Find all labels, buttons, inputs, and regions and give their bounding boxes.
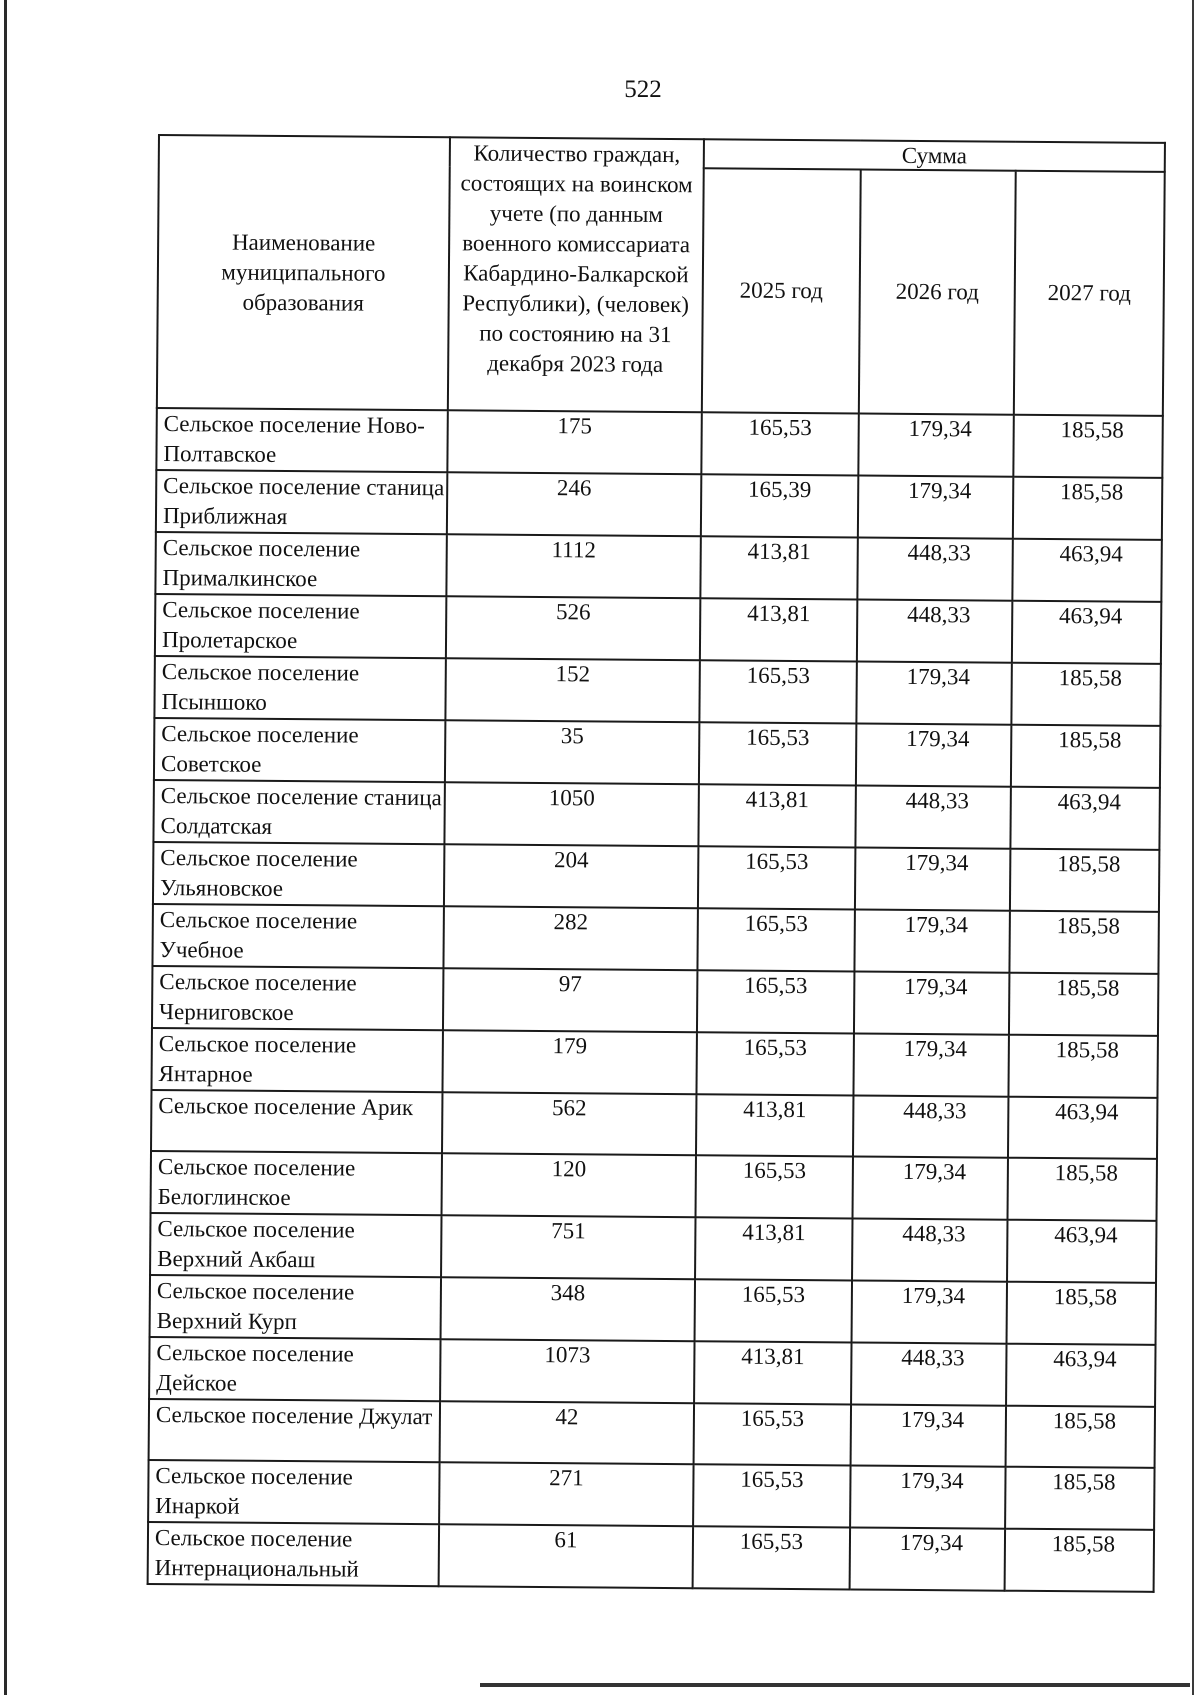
municipality-name: Сельское поселение Ульяновское [153, 842, 444, 906]
registered-count: 562 [442, 1092, 696, 1155]
registered-count: 751 [441, 1215, 695, 1279]
sum-2027: 185,58 [1005, 1529, 1154, 1592]
sum-2025: 413,81 [695, 1217, 852, 1280]
sum-2027: 185,58 [1011, 663, 1160, 726]
sum-2026: 179,34 [855, 847, 1010, 910]
sum-2025: 165,53 [695, 1279, 852, 1342]
sum-2027: 463,94 [1006, 1344, 1155, 1407]
municipality-name: Сельское поселение Псыншоко [154, 656, 445, 720]
registered-count: 1112 [446, 534, 700, 598]
municipality-name: Сельское поселение Советское [154, 718, 445, 782]
municipality-name: Сельское поселение Черниговское [152, 966, 443, 1030]
allocation-table [147, 134, 1166, 1593]
registered-count: 120 [442, 1153, 696, 1217]
sum-2026: 448,33 [857, 600, 1012, 663]
sum-2027: 185,58 [1011, 725, 1160, 788]
sum-2025: 165,53 [699, 660, 856, 723]
municipality-name: Сельское поселение Верхний Курп [150, 1275, 441, 1339]
municipality-name: Сельское поселение Учебное [152, 904, 443, 968]
table-row [154, 718, 1160, 788]
registered-count: 282 [443, 906, 697, 970]
sum-2027: 185,58 [1010, 849, 1159, 912]
header-year-2026: 2026 год [859, 170, 1016, 415]
sum-2027: 185,58 [1009, 973, 1158, 1036]
municipality-name: Сельское поселение станица Приближная [156, 470, 447, 534]
municipality-name: Сельское поселение Инаркой [148, 1460, 439, 1524]
sum-2027: 185,58 [1008, 1035, 1157, 1098]
table-row [154, 656, 1160, 726]
registered-count: 152 [445, 658, 699, 722]
municipality-name: Сельское поселение станица Солдатская [153, 780, 444, 844]
sum-2027: 185,58 [1013, 477, 1162, 540]
table-row [148, 1460, 1154, 1530]
sum-2026: 179,34 [854, 909, 1009, 972]
header-year-2025: 2025 год [702, 168, 861, 413]
registered-count: 526 [446, 596, 700, 660]
sum-2026: 179,34 [856, 724, 1011, 787]
table-row [149, 1337, 1155, 1407]
scan-border-bottom [480, 1683, 1190, 1687]
registered-count: 175 [447, 410, 701, 474]
municipality-name: Сельское поселение Верхний Акбаш [150, 1213, 441, 1277]
sum-2025: 165,53 [697, 908, 854, 971]
sum-2025: 165,53 [697, 970, 854, 1033]
sum-2025: 413,81 [700, 536, 857, 599]
registered-count: 97 [443, 968, 697, 1032]
municipality-name: Сельское поселение Дейское [149, 1337, 440, 1401]
registered-count: 1073 [440, 1339, 694, 1403]
sum-2025: 413,81 [698, 784, 855, 847]
sum-2026: 179,34 [850, 1465, 1005, 1528]
header-municipality: Наименование муниципального образования [157, 135, 450, 410]
header-year-2027: 2027 год [1014, 171, 1165, 416]
header-sum: Сумма [704, 139, 1165, 172]
page-number: 522 [624, 76, 662, 103]
sum-2026: 179,34 [851, 1404, 1006, 1466]
document-sheet [147, 134, 1164, 1593]
sum-2025: 165,53 [693, 1464, 850, 1527]
registered-count: 42 [440, 1401, 694, 1464]
municipality-name: Сельское поселение Пролетарское [155, 594, 446, 658]
registered-count: 348 [441, 1277, 695, 1341]
sum-2027: 463,94 [1012, 539, 1161, 602]
table-row [151, 1151, 1157, 1221]
municipality-name: Сельское поселение Янтарное [151, 1028, 442, 1092]
sum-2027: 185,58 [1007, 1158, 1156, 1221]
scan-border-left [4, 0, 7, 1695]
sum-2027: 185,58 [1006, 1406, 1155, 1468]
sum-2026: 179,34 [850, 1527, 1005, 1590]
sum-2026: 179,34 [856, 662, 1011, 725]
sum-2025: 165,53 [696, 1032, 853, 1095]
municipality-name: Сельское поселение Арик [151, 1090, 442, 1153]
sum-2026: 448,33 [857, 538, 1012, 601]
table-row [150, 1213, 1156, 1283]
sum-2027: 185,58 [1009, 911, 1158, 974]
table-row [155, 594, 1161, 664]
sum-2026: 179,34 [853, 1033, 1008, 1096]
registered-count: 61 [439, 1524, 693, 1588]
sum-2026: 179,34 [854, 971, 1009, 1034]
table-row [156, 470, 1162, 540]
registered-count: 179 [442, 1030, 696, 1094]
sum-2027: 185,58 [1013, 415, 1162, 478]
sum-2025: 165,53 [694, 1403, 851, 1465]
sum-2026: 448,33 [851, 1342, 1006, 1405]
registered-count: 246 [447, 472, 701, 536]
table-row [155, 532, 1161, 602]
municipality-name: Сельское поселение Ново-Полтавское [156, 408, 447, 472]
municipality-name: Сельское поселение Интернациональный [148, 1522, 439, 1586]
sum-2026: 179,34 [858, 414, 1013, 477]
sum-2027: 463,94 [1007, 1220, 1156, 1283]
municipality-name: Сельское поселение Белоглинское [151, 1151, 442, 1215]
table-row [148, 1522, 1154, 1592]
registered-count: 1050 [444, 782, 698, 846]
sum-2026: 179,34 [858, 476, 1013, 539]
sum-2027: 185,58 [1005, 1467, 1154, 1530]
sum-2026: 448,33 [852, 1218, 1007, 1281]
sum-2026: 179,34 [852, 1280, 1007, 1343]
sum-2025: 165,53 [698, 846, 855, 909]
sum-2025: 165,39 [701, 474, 858, 537]
sum-2025: 165,53 [699, 722, 856, 785]
sum-2025: 413,81 [694, 1341, 851, 1404]
municipality-name: Сельское поселение Джулат [149, 1399, 440, 1462]
table-row [152, 904, 1158, 974]
table-row [152, 966, 1158, 1036]
municipality-name: Сельское поселение Прималкинское [155, 532, 446, 596]
scan-border-right [1192, 0, 1194, 1695]
sum-2027: 185,58 [1007, 1282, 1156, 1345]
table-row [153, 842, 1159, 912]
registered-count: 35 [445, 720, 699, 784]
table-row [151, 1090, 1157, 1159]
sum-2025: 413,81 [696, 1094, 853, 1156]
sum-2027: 463,94 [1010, 787, 1159, 850]
table-row [149, 1399, 1155, 1468]
sum-2025: 165,53 [701, 412, 858, 475]
sum-2025: 165,53 [696, 1155, 853, 1218]
table-row [151, 1028, 1157, 1098]
sum-2025: 165,53 [693, 1526, 850, 1589]
sum-2027: 463,94 [1008, 1097, 1157, 1159]
sum-2025: 413,81 [700, 598, 857, 661]
table-row [153, 780, 1159, 850]
sum-2026: 448,33 [853, 1095, 1008, 1157]
sum-2026: 448,33 [855, 786, 1010, 849]
registered-count: 204 [444, 844, 698, 908]
table-body [148, 408, 1163, 1592]
sum-2026: 179,34 [853, 1156, 1008, 1219]
registered-count: 271 [439, 1462, 693, 1526]
table-row [156, 408, 1162, 478]
table-row [150, 1275, 1156, 1345]
sum-2027: 463,94 [1012, 601, 1161, 664]
header-registered-citizens: Количество граждан, состоящих на воинском учете (по данным военного комиссариата Кабардино-Балкарской Республики), (человек) по состоянию на 31 декабря 2023 года [448, 137, 704, 412]
